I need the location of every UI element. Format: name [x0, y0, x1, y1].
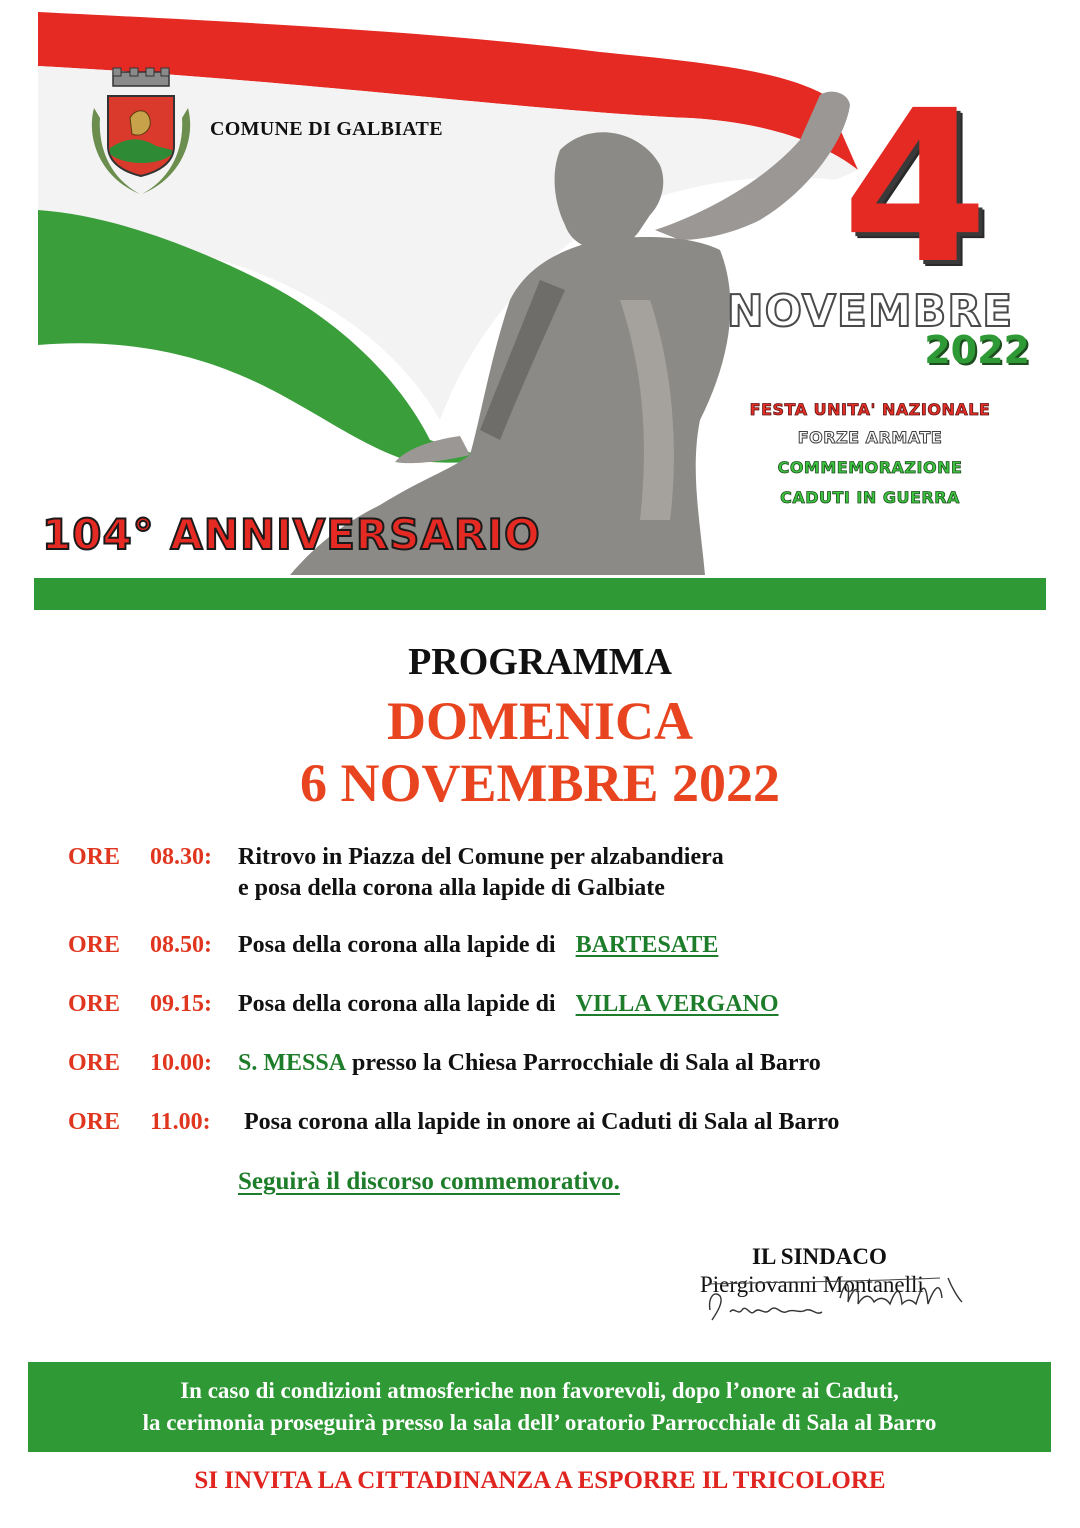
mayor-title: IL SINDACO: [752, 1244, 887, 1269]
municipality-name: COMUNE DI GALBIATE: [210, 118, 443, 140]
event-text: presso la Chiesa Parrocchiale di Sala al Barro: [346, 1050, 821, 1076]
event-time: 11.00:: [150, 1109, 211, 1135]
day-number: 4: [841, 65, 989, 310]
program-day: DOMENICA: [387, 691, 693, 751]
ore-label: ORE: [68, 991, 121, 1017]
event-text: Posa della corona alla lapide di: [238, 991, 556, 1017]
commemorazione-line: COMMEMORAZIONE: [777, 458, 963, 477]
anniversary-label: 104° ANNIVERSARIO: [42, 510, 541, 559]
invitation-text: SI INVITA LA CITTADINANZA A ESPORRE IL TRICOLORE: [194, 1467, 886, 1494]
weather-notice-box: [28, 1362, 1051, 1452]
mayor-name: Piergiovanni Montanelli: [700, 1272, 924, 1297]
event-time: 09.15:: [150, 991, 212, 1017]
caduti-line: CADUTI IN GUERRA: [780, 488, 960, 507]
green-divider: [34, 578, 1046, 610]
schedule-row-2: [68, 932, 718, 959]
event-time: 10.00:: [150, 1050, 212, 1076]
event-text: Posa della corona alla lapide di: [238, 932, 556, 958]
event-place: BARTESATE: [575, 932, 719, 958]
event-time: 08.30:: [150, 844, 212, 870]
weather-notice-line-2: la cerimonia proseguirà presso la sala dell’ oratorio Parrocchiale di Sala al Barro: [142, 1410, 937, 1435]
event-time: 08.50:: [150, 932, 212, 958]
ore-label: ORE: [68, 844, 121, 870]
weather-notice-line-1: In caso di condizioni atmosferiche non favorevoli, dopo l’onore ai Caduti,: [180, 1378, 899, 1403]
mass-label: S. MESSA: [238, 1050, 347, 1076]
program-title: PROGRAMMA: [408, 641, 672, 683]
schedule-row-1-continuation: e posa della corona alla lapide di Galbiate: [238, 875, 665, 901]
schedule-row-4: [68, 1050, 821, 1077]
program-date: 6 NOVEMBRE 2022: [299, 753, 780, 813]
schedule-row-5: [68, 1109, 839, 1136]
schedule-row-3: [68, 991, 779, 1018]
forze-armate-line: FORZE ARMATE: [797, 428, 943, 447]
follow-speech-note: Seguirà il discorso commemorativo.: [238, 1168, 620, 1195]
event-text: Posa corona alla lapide in onore ai Caduti di Sala al Barro: [238, 1109, 840, 1135]
ore-label: ORE: [68, 932, 121, 958]
month-label: NOVEMBRE: [726, 286, 1014, 337]
ore-label: ORE: [68, 1109, 121, 1135]
event-place: VILLA VERGANO: [575, 991, 779, 1017]
year-label: 2022: [924, 328, 1030, 372]
festa-line: FESTA UNITA' NAZIONALE: [749, 400, 991, 419]
handwritten-signature: [690, 1258, 990, 1338]
schedule-row-1: [68, 844, 724, 871]
ore-label: ORE: [68, 1050, 121, 1076]
event-text: Ritrovo in Piazza del Comune per alzabandiera: [238, 844, 724, 870]
